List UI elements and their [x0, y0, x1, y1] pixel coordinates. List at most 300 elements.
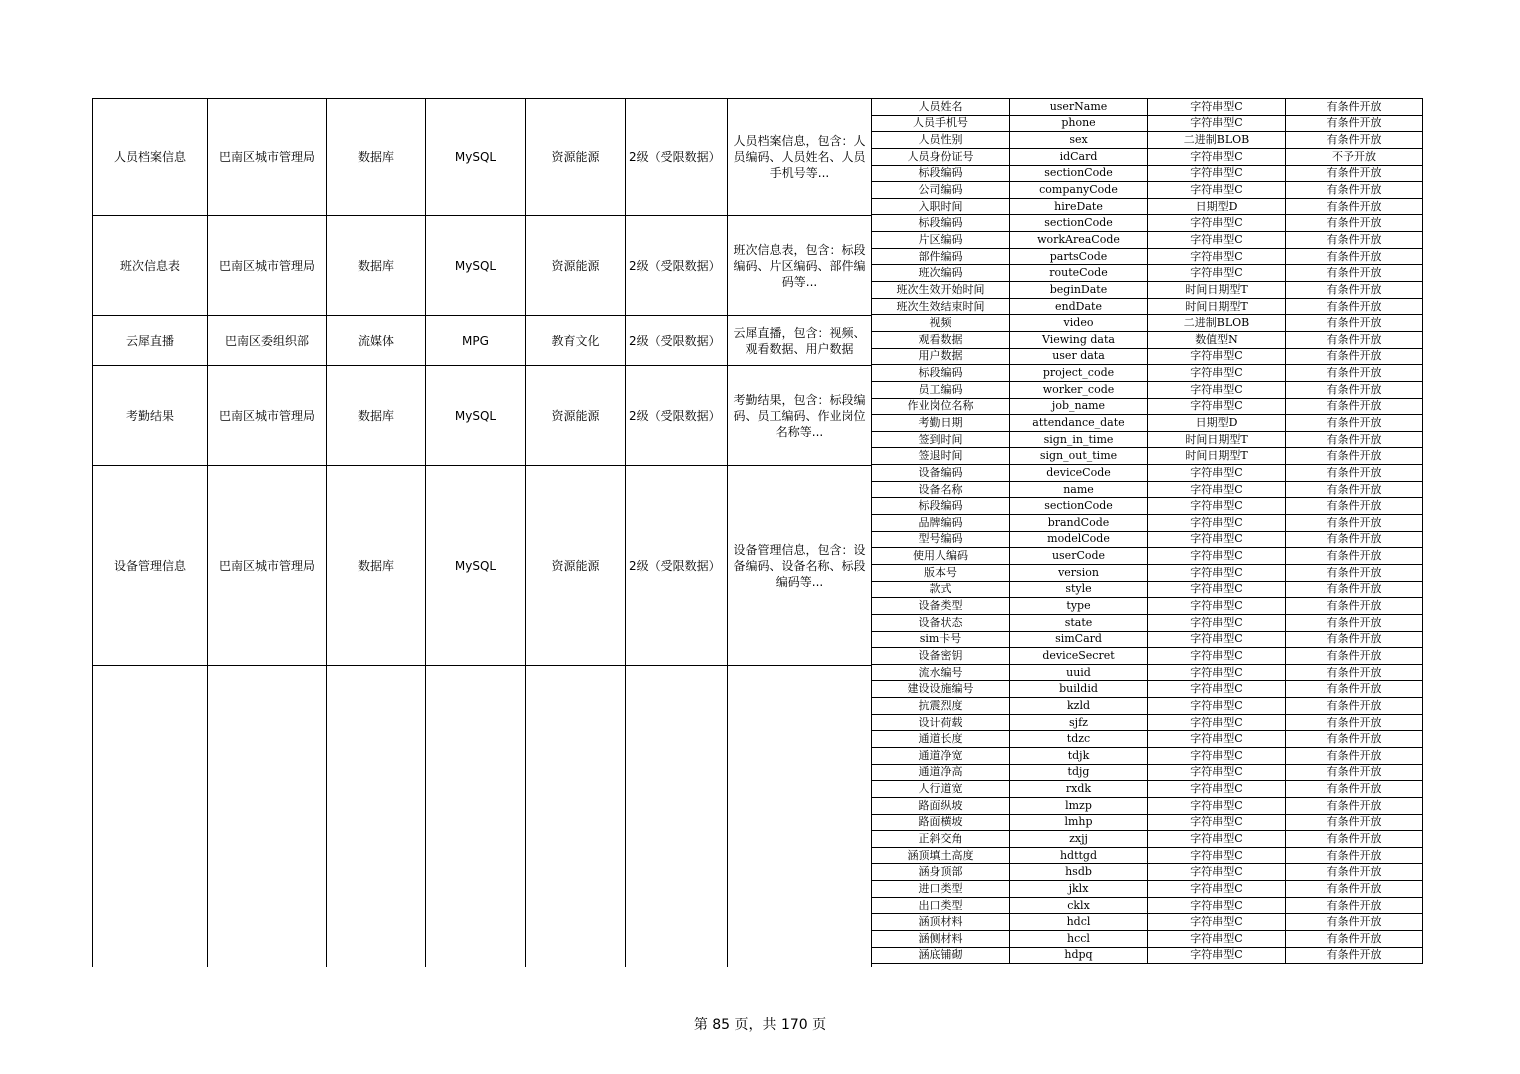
- field-row: [872, 581, 1423, 598]
- field-open-type: 有条件开放: [1286, 931, 1423, 948]
- resource-field: 资源能源: [526, 216, 626, 316]
- field-data-type: 字符串型C: [1148, 381, 1286, 398]
- field-data-type: 字符串型C: [1148, 365, 1286, 382]
- field-row: [872, 881, 1423, 898]
- field-data-type: 二进制BLOB: [1148, 315, 1286, 332]
- field-en-name: companyCode: [1010, 182, 1148, 199]
- field-open-type: 有条件开放: [1286, 198, 1423, 215]
- field-cn-name: 标段编码: [872, 498, 1010, 515]
- field-cn-name: 员工编码: [872, 381, 1010, 398]
- field-en-name: hdpq: [1010, 947, 1148, 964]
- field-en-name: buildid: [1010, 681, 1148, 698]
- field-cn-name: 流水编号: [872, 664, 1010, 681]
- field-en-name: hccl: [1010, 931, 1148, 948]
- field-cn-name: 设备密钥: [872, 648, 1010, 665]
- field-open-type: 有条件开放: [1286, 331, 1423, 348]
- field-cn-name: 班次生效结束时间: [872, 298, 1010, 315]
- resource-format: MySQL: [426, 216, 526, 316]
- field-cn-name: 路面横坡: [872, 814, 1010, 831]
- resource-row: [93, 99, 872, 216]
- field-data-type: 字符串型C: [1148, 881, 1286, 898]
- resource-format: MySQL: [426, 366, 526, 466]
- field-open-type: 有条件开放: [1286, 781, 1423, 798]
- field-en-name: rxdk: [1010, 781, 1148, 798]
- field-row: [872, 548, 1423, 565]
- field-data-type: 字符串型C: [1148, 165, 1286, 182]
- field-data-type: 字符串型C: [1148, 598, 1286, 615]
- field-row: [872, 515, 1423, 532]
- field-open-type: 有条件开放: [1286, 648, 1423, 665]
- field-open-type: 有条件开放: [1286, 581, 1423, 598]
- resource-level: 2级（受限数据）: [626, 466, 728, 666]
- field-en-name: tdzc: [1010, 731, 1148, 748]
- field-en-name: name: [1010, 481, 1148, 498]
- field-en-name: style: [1010, 581, 1148, 598]
- field-cn-name: 片区编码: [872, 232, 1010, 249]
- resource-field: 教育文化: [526, 316, 626, 366]
- field-row: [872, 132, 1423, 149]
- field-cn-name: 进口类型: [872, 881, 1010, 898]
- field-row: [872, 215, 1423, 232]
- field-cn-name: 涵侧材料: [872, 931, 1010, 948]
- field-row: [872, 398, 1423, 415]
- field-data-type: 日期型D: [1148, 415, 1286, 432]
- field-en-name: hdcl: [1010, 914, 1148, 931]
- field-data-type: 字符串型C: [1148, 265, 1286, 282]
- field-data-type: 字符串型C: [1148, 714, 1286, 731]
- field-en-name: sectionCode: [1010, 215, 1148, 232]
- field-row: [872, 814, 1423, 831]
- field-en-name: userCode: [1010, 548, 1148, 565]
- field-data-type: 二进制BLOB: [1148, 132, 1286, 149]
- field-en-name: simCard: [1010, 631, 1148, 648]
- resource-row: [93, 666, 872, 967]
- field-row: [872, 681, 1423, 698]
- resource-type: 数据库: [327, 466, 426, 666]
- field-row: [872, 498, 1423, 515]
- field-en-name: sectionCode: [1010, 498, 1148, 515]
- field-open-type: 有条件开放: [1286, 232, 1423, 249]
- field-row: [872, 282, 1423, 299]
- field-table: [871, 98, 1423, 964]
- resource-field: 资源能源: [526, 99, 626, 216]
- field-data-type: 字符串型C: [1148, 614, 1286, 631]
- resource-row: [93, 316, 872, 366]
- field-row: [872, 531, 1423, 548]
- resource-level: 2级（受限数据）: [626, 316, 728, 366]
- field-cn-name: 用户数据: [872, 348, 1010, 365]
- field-open-type: 不予开放: [1286, 148, 1423, 165]
- field-en-name: userName: [1010, 99, 1148, 116]
- field-open-type: 有条件开放: [1286, 564, 1423, 581]
- field-data-type: 时间日期型T: [1148, 431, 1286, 448]
- field-en-name: Viewing data: [1010, 331, 1148, 348]
- field-row: [872, 182, 1423, 199]
- field-cn-name: 涵身顶部: [872, 864, 1010, 881]
- resource-field: 资源能源: [526, 466, 626, 666]
- field-en-name: endDate: [1010, 298, 1148, 315]
- field-data-type: 字符串型C: [1148, 764, 1286, 781]
- field-cn-name: 视频: [872, 315, 1010, 332]
- field-en-name: kzld: [1010, 698, 1148, 715]
- field-open-type: 有条件开放: [1286, 598, 1423, 615]
- field-data-type: 字符串型C: [1148, 664, 1286, 681]
- field-row: [872, 165, 1423, 182]
- field-row: [872, 148, 1423, 165]
- field-data-type: 字符串型C: [1148, 631, 1286, 648]
- field-data-type: 字符串型C: [1148, 515, 1286, 532]
- field-open-type: 有条件开放: [1286, 631, 1423, 648]
- field-data-type: 字符串型C: [1148, 864, 1286, 881]
- field-cn-name: 人员身份证号: [872, 148, 1010, 165]
- field-cn-name: 签到时间: [872, 431, 1010, 448]
- resource-name: 人员档案信息: [93, 99, 208, 216]
- field-en-name: version: [1010, 564, 1148, 581]
- field-en-name: partsCode: [1010, 248, 1148, 265]
- field-row: [872, 448, 1423, 465]
- field-open-type: 有条件开放: [1286, 381, 1423, 398]
- field-data-type: 字符串型C: [1148, 248, 1286, 265]
- field-en-name: lmhp: [1010, 814, 1148, 831]
- field-row: [872, 781, 1423, 798]
- field-en-name: cklx: [1010, 897, 1148, 914]
- field-cn-name: 品牌编码: [872, 515, 1010, 532]
- field-en-name: beginDate: [1010, 282, 1148, 299]
- resource-level: 2级（受限数据）: [626, 366, 728, 466]
- field-en-name: phone: [1010, 115, 1148, 132]
- field-data-type: 字符串型C: [1148, 564, 1286, 581]
- field-data-type: 字符串型C: [1148, 398, 1286, 415]
- field-cn-name: 人行道宽: [872, 781, 1010, 798]
- field-open-type: 有条件开放: [1286, 298, 1423, 315]
- field-en-name: modelCode: [1010, 531, 1148, 548]
- field-open-type: 有条件开放: [1286, 115, 1423, 132]
- field-open-type: 有条件开放: [1286, 614, 1423, 631]
- field-en-name: sectionCode: [1010, 165, 1148, 182]
- field-row: [872, 431, 1423, 448]
- field-open-type: 有条件开放: [1286, 465, 1423, 482]
- field-cn-name: 班次生效开始时间: [872, 282, 1010, 299]
- field-row: [872, 931, 1423, 948]
- field-en-name: jklx: [1010, 881, 1148, 898]
- field-row: [872, 232, 1423, 249]
- resource-type: 数据库: [327, 216, 426, 316]
- field-data-type: 日期型D: [1148, 198, 1286, 215]
- field-data-type: 时间日期型T: [1148, 298, 1286, 315]
- field-row: [872, 614, 1423, 631]
- resource-format: MySQL: [426, 99, 526, 216]
- field-cn-name: 涵顶填土高度: [872, 847, 1010, 864]
- field-row: [872, 481, 1423, 498]
- field-row: [872, 747, 1423, 764]
- field-row: [872, 897, 1423, 914]
- field-row: [872, 631, 1423, 648]
- field-data-type: 字符串型C: [1148, 148, 1286, 165]
- field-data-type: 字符串型C: [1148, 182, 1286, 199]
- resource-desc: 考勤结果，包含：标段编码、员工编码、作业岗位名称等...: [728, 366, 872, 466]
- field-en-name: deviceCode: [1010, 465, 1148, 482]
- field-row: [872, 381, 1423, 398]
- resource-dept: 巴南区委组织部: [208, 316, 327, 366]
- field-cn-name: sim卡号: [872, 631, 1010, 648]
- field-en-name: tdjg: [1010, 764, 1148, 781]
- field-open-type: 有条件开放: [1286, 731, 1423, 748]
- field-cn-name: 通道净高: [872, 764, 1010, 781]
- field-row: [872, 797, 1423, 814]
- field-cn-name: 观看数据: [872, 331, 1010, 348]
- field-cn-name: 设备名称: [872, 481, 1010, 498]
- field-cn-name: 路面纵坡: [872, 797, 1010, 814]
- field-data-type: 字符串型C: [1148, 348, 1286, 365]
- field-open-type: 有条件开放: [1286, 548, 1423, 565]
- field-en-name: tdjk: [1010, 747, 1148, 764]
- resource-type: 流媒体: [327, 316, 426, 366]
- field-cn-name: 人员手机号: [872, 115, 1010, 132]
- field-cn-name: 设备状态: [872, 614, 1010, 631]
- field-open-type: 有条件开放: [1286, 431, 1423, 448]
- resource-name: 设备管理信息: [93, 466, 208, 666]
- resource-type: 数据库: [327, 99, 426, 216]
- field-open-type: 有条件开放: [1286, 914, 1423, 931]
- field-cn-name: 人员姓名: [872, 99, 1010, 116]
- field-row: [872, 864, 1423, 881]
- field-cn-name: 公司编码: [872, 182, 1010, 199]
- field-row: [872, 914, 1423, 931]
- field-row: [872, 298, 1423, 315]
- field-open-type: 有条件开放: [1286, 265, 1423, 282]
- field-cn-name: 班次编码: [872, 265, 1010, 282]
- field-open-type: 有条件开放: [1286, 215, 1423, 232]
- field-data-type: 字符串型C: [1148, 731, 1286, 748]
- field-en-name: attendance_date: [1010, 415, 1148, 432]
- field-data-type: 字符串型C: [1148, 847, 1286, 864]
- field-open-type: 有条件开放: [1286, 398, 1423, 415]
- field-cn-name: 设计荷载: [872, 714, 1010, 731]
- resource-row: [93, 216, 872, 316]
- field-en-name: sign_in_time: [1010, 431, 1148, 448]
- field-en-name: uuid: [1010, 664, 1148, 681]
- field-data-type: 字符串型C: [1148, 581, 1286, 598]
- resource-level: 2级（受限数据）: [626, 216, 728, 316]
- field-data-type: 字符串型C: [1148, 548, 1286, 565]
- resource-format: [426, 666, 526, 967]
- resource-desc: 班次信息表，包含：标段编码、片区编码、部件编码等...: [728, 216, 872, 316]
- field-cn-name: 设备类型: [872, 598, 1010, 615]
- field-open-type: 有条件开放: [1286, 448, 1423, 465]
- field-data-type: 字符串型C: [1148, 99, 1286, 116]
- field-en-name: workAreaCode: [1010, 232, 1148, 249]
- resource-name: 班次信息表: [93, 216, 208, 316]
- resource-format: MySQL: [426, 466, 526, 666]
- resource-name: 考勤结果: [93, 366, 208, 466]
- field-data-type: 字符串型C: [1148, 215, 1286, 232]
- field-open-type: 有条件开放: [1286, 747, 1423, 764]
- resource-dept: 巴南区城市管理局: [208, 366, 327, 466]
- field-cn-name: 通道净宽: [872, 747, 1010, 764]
- field-cn-name: 作业岗位名称: [872, 398, 1010, 415]
- field-row: [872, 348, 1423, 365]
- resource-type: 数据库: [327, 366, 426, 466]
- field-table-body: [872, 99, 1423, 964]
- resource-level: [626, 666, 728, 967]
- field-open-type: 有条件开放: [1286, 831, 1423, 848]
- field-data-type: 字符串型C: [1148, 831, 1286, 848]
- field-data-type: 字符串型C: [1148, 897, 1286, 914]
- field-data-type: 字符串型C: [1148, 465, 1286, 482]
- field-row: [872, 764, 1423, 781]
- field-data-type: 字符串型C: [1148, 931, 1286, 948]
- field-en-name: job_name: [1010, 398, 1148, 415]
- resource-name: 云犀直播: [93, 316, 208, 366]
- field-data-type: 字符串型C: [1148, 232, 1286, 249]
- field-row: [872, 564, 1423, 581]
- resource-row: [93, 366, 872, 466]
- field-open-type: 有条件开放: [1286, 365, 1423, 382]
- field-en-name: state: [1010, 614, 1148, 631]
- field-open-type: 有条件开放: [1286, 814, 1423, 831]
- field-row: [872, 365, 1423, 382]
- field-row: [872, 731, 1423, 748]
- field-cn-name: 通道长度: [872, 731, 1010, 748]
- field-row: [872, 947, 1423, 964]
- field-open-type: 有条件开放: [1286, 348, 1423, 365]
- field-data-type: 字符串型C: [1148, 681, 1286, 698]
- field-open-type: 有条件开放: [1286, 897, 1423, 914]
- field-cn-name: 使用人编码: [872, 548, 1010, 565]
- resource-type: [327, 666, 426, 967]
- resource-desc: 云犀直播，包含：视频、观看数据、用户数据: [728, 316, 872, 366]
- field-row: [872, 648, 1423, 665]
- field-row: [872, 847, 1423, 864]
- resource-desc: 设备管理信息，包含：设备编码、设备名称、标段编码等...: [728, 466, 872, 666]
- field-en-name: idCard: [1010, 148, 1148, 165]
- resource-desc: 人员档案信息，包含：人员编码、人员姓名、人员手机号等...: [728, 99, 872, 216]
- field-open-type: 有条件开放: [1286, 99, 1423, 116]
- field-data-type: 字符串型C: [1148, 531, 1286, 548]
- field-data-type: 字符串型C: [1148, 914, 1286, 931]
- field-cn-name: 标段编码: [872, 365, 1010, 382]
- field-cn-name: 设备编码: [872, 465, 1010, 482]
- field-open-type: 有条件开放: [1286, 132, 1423, 149]
- field-open-type: 有条件开放: [1286, 864, 1423, 881]
- resource-dept: 巴南区城市管理局: [208, 466, 327, 666]
- field-en-name: deviceSecret: [1010, 648, 1148, 665]
- field-row: [872, 714, 1423, 731]
- resource-dept: 巴南区城市管理局: [208, 99, 327, 216]
- field-open-type: 有条件开放: [1286, 698, 1423, 715]
- field-open-type: 有条件开放: [1286, 182, 1423, 199]
- field-cn-name: 考勤日期: [872, 415, 1010, 432]
- resource-dept: 巴南区城市管理局: [208, 216, 327, 316]
- resource-table: [92, 98, 872, 967]
- field-en-name: video: [1010, 315, 1148, 332]
- resource-name: [93, 666, 208, 967]
- field-row: [872, 831, 1423, 848]
- field-cn-name: 人员性别: [872, 132, 1010, 149]
- field-open-type: 有条件开放: [1286, 714, 1423, 731]
- field-open-type: 有条件开放: [1286, 498, 1423, 515]
- field-open-type: 有条件开放: [1286, 797, 1423, 814]
- field-cn-name: 款式: [872, 581, 1010, 598]
- field-en-name: hireDate: [1010, 198, 1148, 215]
- field-data-type: 时间日期型T: [1148, 282, 1286, 299]
- field-cn-name: 标段编码: [872, 165, 1010, 182]
- field-cn-name: 标段编码: [872, 215, 1010, 232]
- field-cn-name: 型号编码: [872, 531, 1010, 548]
- field-row: [872, 115, 1423, 132]
- field-en-name: sjfz: [1010, 714, 1148, 731]
- field-cn-name: 涵顶材料: [872, 914, 1010, 931]
- resource-dept: [208, 666, 327, 967]
- field-data-type: 字符串型C: [1148, 648, 1286, 665]
- field-en-name: sign_out_time: [1010, 448, 1148, 465]
- field-open-type: 有条件开放: [1286, 248, 1423, 265]
- field-cn-name: 出口类型: [872, 897, 1010, 914]
- field-row: [872, 465, 1423, 482]
- field-en-name: routeCode: [1010, 265, 1148, 282]
- field-open-type: 有条件开放: [1286, 881, 1423, 898]
- field-open-type: 有条件开放: [1286, 282, 1423, 299]
- field-data-type: 字符串型C: [1148, 797, 1286, 814]
- field-data-type: 数值型N: [1148, 331, 1286, 348]
- field-open-type: 有条件开放: [1286, 515, 1423, 532]
- field-cn-name: 建设设施编号: [872, 681, 1010, 698]
- field-cn-name: 版本号: [872, 564, 1010, 581]
- resource-desc: [728, 666, 872, 967]
- field-data-type: 字符串型C: [1148, 498, 1286, 515]
- resource-format: MPG: [426, 316, 526, 366]
- field-data-type: 字符串型C: [1148, 947, 1286, 964]
- resource-level: 2级（受限数据）: [626, 99, 728, 216]
- field-en-name: project_code: [1010, 365, 1148, 382]
- field-open-type: 有条件开放: [1286, 764, 1423, 781]
- field-row: [872, 248, 1423, 265]
- field-data-type: 字符串型C: [1148, 814, 1286, 831]
- field-open-type: 有条件开放: [1286, 664, 1423, 681]
- field-open-type: 有条件开放: [1286, 415, 1423, 432]
- resource-row: [93, 466, 872, 666]
- field-data-type: 时间日期型T: [1148, 448, 1286, 465]
- field-cn-name: 涵底铺砌: [872, 947, 1010, 964]
- field-en-name: brandCode: [1010, 515, 1148, 532]
- field-en-name: type: [1010, 598, 1148, 615]
- field-data-type: 字符串型C: [1148, 698, 1286, 715]
- field-data-type: 字符串型C: [1148, 747, 1286, 764]
- field-open-type: 有条件开放: [1286, 847, 1423, 864]
- field-row: [872, 664, 1423, 681]
- resource-field: [526, 666, 626, 967]
- field-cn-name: 正斜交角: [872, 831, 1010, 848]
- field-en-name: hsdb: [1010, 864, 1148, 881]
- field-row: [872, 415, 1423, 432]
- field-en-name: zxjj: [1010, 831, 1148, 848]
- field-en-name: worker_code: [1010, 381, 1148, 398]
- field-cn-name: 入职时间: [872, 198, 1010, 215]
- field-data-type: 字符串型C: [1148, 115, 1286, 132]
- field-row: [872, 698, 1423, 715]
- page-footer: 第 85 页，共 170 页: [693, 1017, 827, 1033]
- field-row: [872, 315, 1423, 332]
- field-en-name: hdttgd: [1010, 847, 1148, 864]
- field-en-name: lmzp: [1010, 797, 1148, 814]
- field-open-type: 有条件开放: [1286, 531, 1423, 548]
- field-row: [872, 99, 1423, 116]
- field-open-type: 有条件开放: [1286, 315, 1423, 332]
- field-open-type: 有条件开放: [1286, 681, 1423, 698]
- field-en-name: sex: [1010, 132, 1148, 149]
- field-row: [872, 265, 1423, 282]
- field-row: [872, 331, 1423, 348]
